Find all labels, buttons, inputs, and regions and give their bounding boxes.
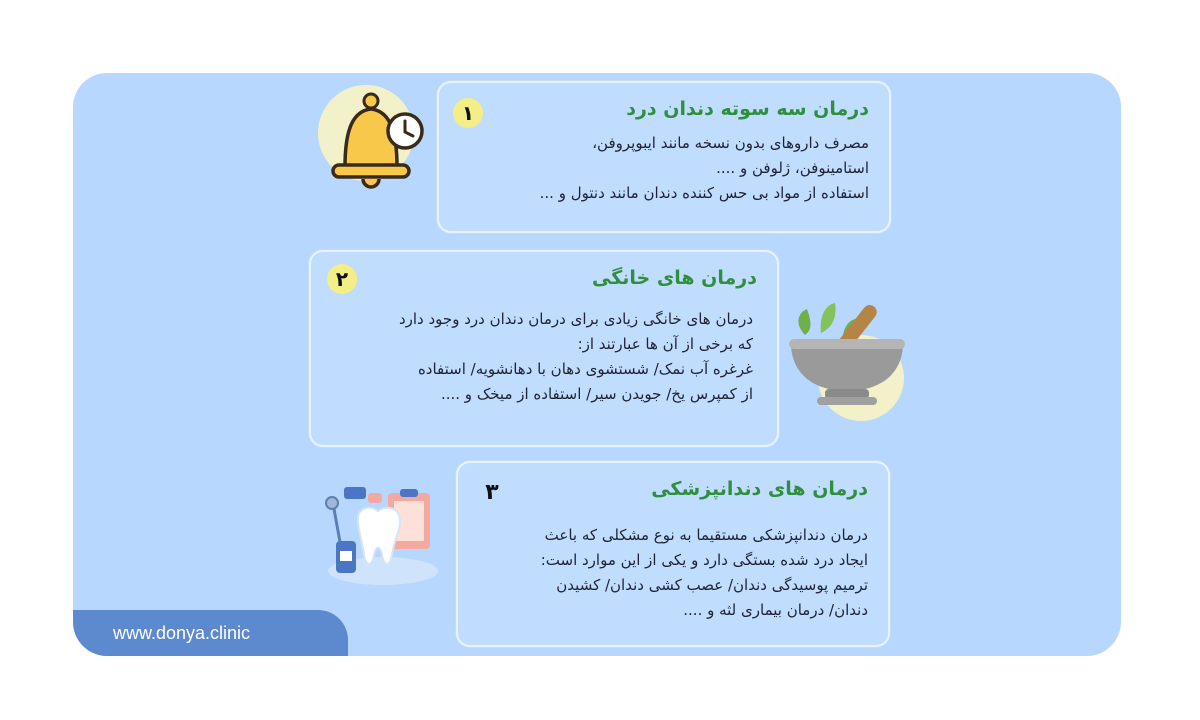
section-3-line: ترمیم پوسیدگی دندان/ عصب کشی دندان/ کشیدن [556, 576, 868, 594]
section-3-line: ایجاد درد شده بستگی دارد و یکی از این موارد است: [540, 551, 868, 569]
section-3-title: درمان های دندانپزشکی [651, 478, 868, 500]
infographic-panel [73, 73, 1121, 656]
card-section-3 [456, 461, 890, 647]
section-2-number: ۲ [327, 264, 357, 294]
mortar-pestle-icon [785, 295, 915, 419]
section-1-title: درمان سه سوته دندان درد [626, 98, 869, 120]
section-3-body [541, 523, 868, 623]
website-url-tab [73, 610, 348, 656]
section-1-body [540, 131, 869, 206]
section-1-line: مصرف داروهای بدون نسخه مانند ایبوپروفن، [592, 134, 869, 152]
section-3-line: دندان/ درمان بیماری لثه و .... [683, 601, 868, 619]
section-2-body [399, 307, 753, 407]
website-url: www.donya.clinic [113, 622, 251, 643]
section-3-line: درمان دندانپزشکی مستقیما به نوع مشکلی که باعث [544, 526, 868, 544]
tooth-dental-tools-icon [318, 481, 443, 600]
section-1-line: استفاده از مواد بی حس کننده دندان مانند دنتول و ... [539, 184, 869, 202]
section-2-title: درمان های خانگی [592, 267, 757, 289]
section-2-line: که برخی از آن ها عبارتند از: [577, 335, 753, 353]
section-3-number: ۳ [485, 479, 499, 505]
section-1-number: ۱ [453, 98, 483, 128]
bell-clock-icon [325, 89, 435, 198]
card-section-1 [437, 81, 891, 233]
section-2-line: غرغره آب نمک/ شستشوی دهان با دهانشویه/ استفاده [417, 360, 753, 378]
section-2-line: از کمپرس یخ/ جویدن سیر/ استفاده از میخک و .... [440, 385, 753, 403]
card-section-2 [309, 250, 779, 447]
section-2-line: درمان های خانگی زیادی برای درمان دندان درد وجود دارد [398, 310, 753, 328]
section-1-line: استامینوفن، ژلوفن و .... [716, 159, 869, 177]
